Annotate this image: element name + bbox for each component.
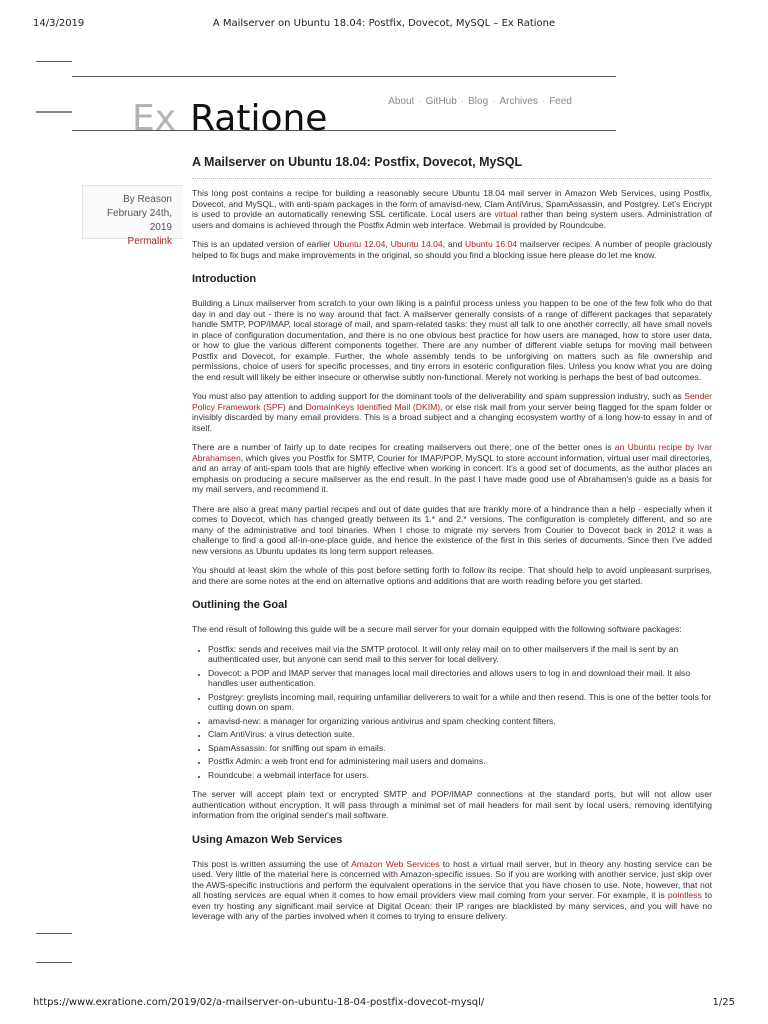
post-content <box>192 188 712 931</box>
post-meta <box>82 185 183 247</box>
list-item: • Dovecot: a POP and IMAP server that manages local mail directories and allows users to log in and download their mail. It also handles user authentication. <box>208 668 712 689</box>
print-page-number: 1/25 <box>712 997 735 1008</box>
link-spf[interactable]: Sender Policy Framework (SPF) <box>192 391 712 412</box>
site-logo[interactable] <box>132 96 327 140</box>
top-nav <box>388 96 572 107</box>
decor-rule <box>72 76 616 77</box>
paragraph: You should at least skim the whole of this post before setting forth to follow its recipe. That should help to avoid unpleasant surprises, and there are some notes at the end on alternative options and additions that are worth reading before you get started. <box>192 565 712 586</box>
paragraph: This post is written assuming the use of Amazon Web Services to host a virtual mail server, but in theory any hosting service can be used. Very little of the material here is concerned with Amazon-specific issues. So if you are working with another service, just skip over the AWS-specific instructions and perform the equivalent operations in the service that you have chosen to use. Note, however, that not all hosting services are equal when it comes to how email providers view mail coming from your server. For example, it is pointless to even try hosting any significant mail service at Digital Ocean: their IP ranges are blacklisted by many services, and you will have no leverage with any of the parties involved when it comes to trying to ensure delivery. <box>192 858 712 921</box>
list-item: • Postfix Admin: a web front end for administering mail users and domains. <box>208 756 712 767</box>
paragraph: This is an updated version of earlier Ubuntu 12.04, Ubuntu 14.04, and Ubuntu 16.04 mailserver recipes. A number of people graciously helped to fix bugs and make improvements in the original, so should you find a blocking issue here please do let me know. <box>192 239 713 260</box>
post-author: By Reason <box>123 194 172 205</box>
list-item: • Postfix: sends and receives mail via the SMTP protocol. It will only relay mail on to other mailservers if the mail is sent by an authenticated user, but anyone can send mail to this server for local delivery. <box>208 644 712 665</box>
post-title: A Mailserver on Ubuntu 18.04: Postfix, Dovecot, MySQL <box>192 155 523 169</box>
paragraph: There are a number of fairly up to date recipes for creating mailservers out there; one of the better ones is an Ubuntu recipe by Ivar Abrahamsen, which gives you Postfix for SMTP, Courier for IMAP/POP, MySQL to store account information, virtual user mail directories, and an array of anti-spam tools that are highly effective when working in concert. It's a good set of documents, as the author places an emphasis on producing a secure mailserver as the end result. In the past I have made good use of Abrahamsen's guide as a basis for my mail servers, and recommend it. <box>192 442 712 494</box>
heading-outlining-goal: Outlining the Goal <box>192 599 288 611</box>
link-dkim[interactable]: DomainKeys Identified Mail (DKIM) <box>305 401 441 412</box>
paragraph: The end result of following this guide will be a secure mail server for your domain equipped with the following software packages: <box>192 624 682 634</box>
paragraph: You must also pay attention to adding support for the dominant tools of the deliverability and spam suppression industry, such as Sender Policy Framework (SPF) and DomainKeys Identified Mail (DKIM), or else risk mail from your server being flagged for the spam folder or invisibly discarded by many email providers. This is a broad subject and a changing ecosystem worthy of a long how-to essay in and of itself. <box>192 391 712 433</box>
package-list <box>192 644 712 781</box>
link-pointless[interactable]: pointless <box>667 890 702 900</box>
list-item: • SpamAssassin: for sniffing out spam in emails. <box>208 743 712 754</box>
print-page-title: A Mailserver on Ubuntu 18.04: Postfix, Dovecot, MySQL – Ex Ratione <box>212 18 556 29</box>
nav-separator: · <box>460 96 465 107</box>
nav-blog[interactable]: Blog <box>468 96 489 107</box>
nav-archives[interactable]: Archives <box>499 96 538 107</box>
link-ubuntu-1404[interactable]: Ubuntu 14.04 <box>390 239 443 249</box>
decor-rule <box>36 962 72 963</box>
list-item: • Postgrey: greylists incoming mail, requiring unfamiliar deliverers to wait for a while and then resend. This is one of the better tools for cutting down on spam. <box>208 692 712 713</box>
nav-separator: · <box>492 96 496 107</box>
nav-github[interactable]: GitHub <box>425 96 457 107</box>
link-aws[interactable]: Amazon Web Services <box>351 858 440 869</box>
print-date: 14/3/2019 <box>33 18 85 29</box>
paragraph: The server will accept plain text or encrypted SMTP and POP/IMAP connections at the standard ports, but will not allow user authentication without encryption. It will pass through a minimal set of mail headers for mail sent by local users, removing identifying information from the original sender's mail software. <box>192 789 712 820</box>
link-ubuntu-1604[interactable]: Ubuntu 16.04 <box>465 239 518 249</box>
title-divider <box>192 178 712 179</box>
link-virtual[interactable]: virtual <box>494 209 518 219</box>
nav-separator: · <box>418 96 422 107</box>
nav-separator: · <box>541 96 546 107</box>
logo-ratione: Ratione <box>190 98 328 139</box>
nav-feed[interactable]: Feed <box>549 96 572 107</box>
post-date: February 24th, 2019 <box>106 208 172 233</box>
list-item: • amavisd-new: a manager for organizing various antivirus and spam checking content filters. <box>208 716 712 727</box>
decor-rule <box>36 933 72 934</box>
link-abrahamsen-recipe[interactable]: an Ubuntu recipe by Ivar Abrahamsen <box>192 442 712 463</box>
permalink-link[interactable]: Permalink <box>127 236 172 247</box>
paragraph: Building a Linux mailserver from scratch to your own liking is a painful process unless you happen to be one of the few folk who do that day in and day out - there is no way around that fact. A mailserver generally consists of a range of different packages that separately handle SMTP, POP/IMAP, local storage of mail, and spam-related tasks: they must all talk to one another correctly, all have small novels in place of configuration documentation, and there is no one obvious best practice for how users are managed, how to store user data, or how to glue the various different components together. There are any number of different viable setups for moving mail between Postfix and Dovecot, for example. Further, the whole assembly tends to be unforgiving on matters such as file ownership and permissions, choice of users for specific processes, and tiny errors in esoteric configuration files. Unless you know what you are doing the end result will likely be either insecure or otherwise subtly non-functional. Merely not working is perhaps the best of bad outcomes. <box>192 298 712 382</box>
print-url: https://www.exratione.com/2019/02/a-mailserver-on-ubuntu-18-04-postfix-dovecot-mysql/ <box>33 997 485 1008</box>
nav-about[interactable]: About <box>388 96 415 107</box>
paragraph: There are also a great many partial recipes and out of date guides that are frankly more of a hindrance than a help - especially when it comes to Dovecot, which has changed greatly between its 1.* and 2.* versions. The configuration is completely different, and so are many of the administrative and tool binaries. When I chose to migrate my servers from Courier to Dovecot back in 2012 it was a challenge to find a good all-in-one-place guide, and hence the existence of the first in this series of documents. Since then I've added new versions as Ubuntu updates its long term support releases. <box>192 503 712 556</box>
paragraph: This long post contains a recipe for building a reasonably secure Ubuntu 18.04 mail server in Amazon Web Services, using Postfix, Dovecot, and MySQL, with anti-spam packages in the form of amavisd-new, Clam AntiVirus, SpamAssassin, and Postgrey. Let's Encrypt is used to provide an automatically renewing SSL certificate. Local users are virtual rather than being system users. Administration of users and domains is achieved through the Postfix Admin web interface. Webmail is provided by Roundcube. <box>192 188 712 230</box>
decor-rule <box>36 61 72 62</box>
logo-ex: Ex <box>132 98 177 139</box>
heading-introduction: Introduction <box>192 273 257 285</box>
list-item: • Clam AntiVirus: a virus detection suite. <box>208 729 712 740</box>
decor-rule <box>36 111 72 113</box>
list-item: • Roundcube: a webmail interface for users. <box>208 770 712 781</box>
heading-using-aws: Using Amazon Web Services <box>192 833 343 846</box>
link-ubuntu-1204[interactable]: Ubuntu 12.04 <box>333 239 386 249</box>
